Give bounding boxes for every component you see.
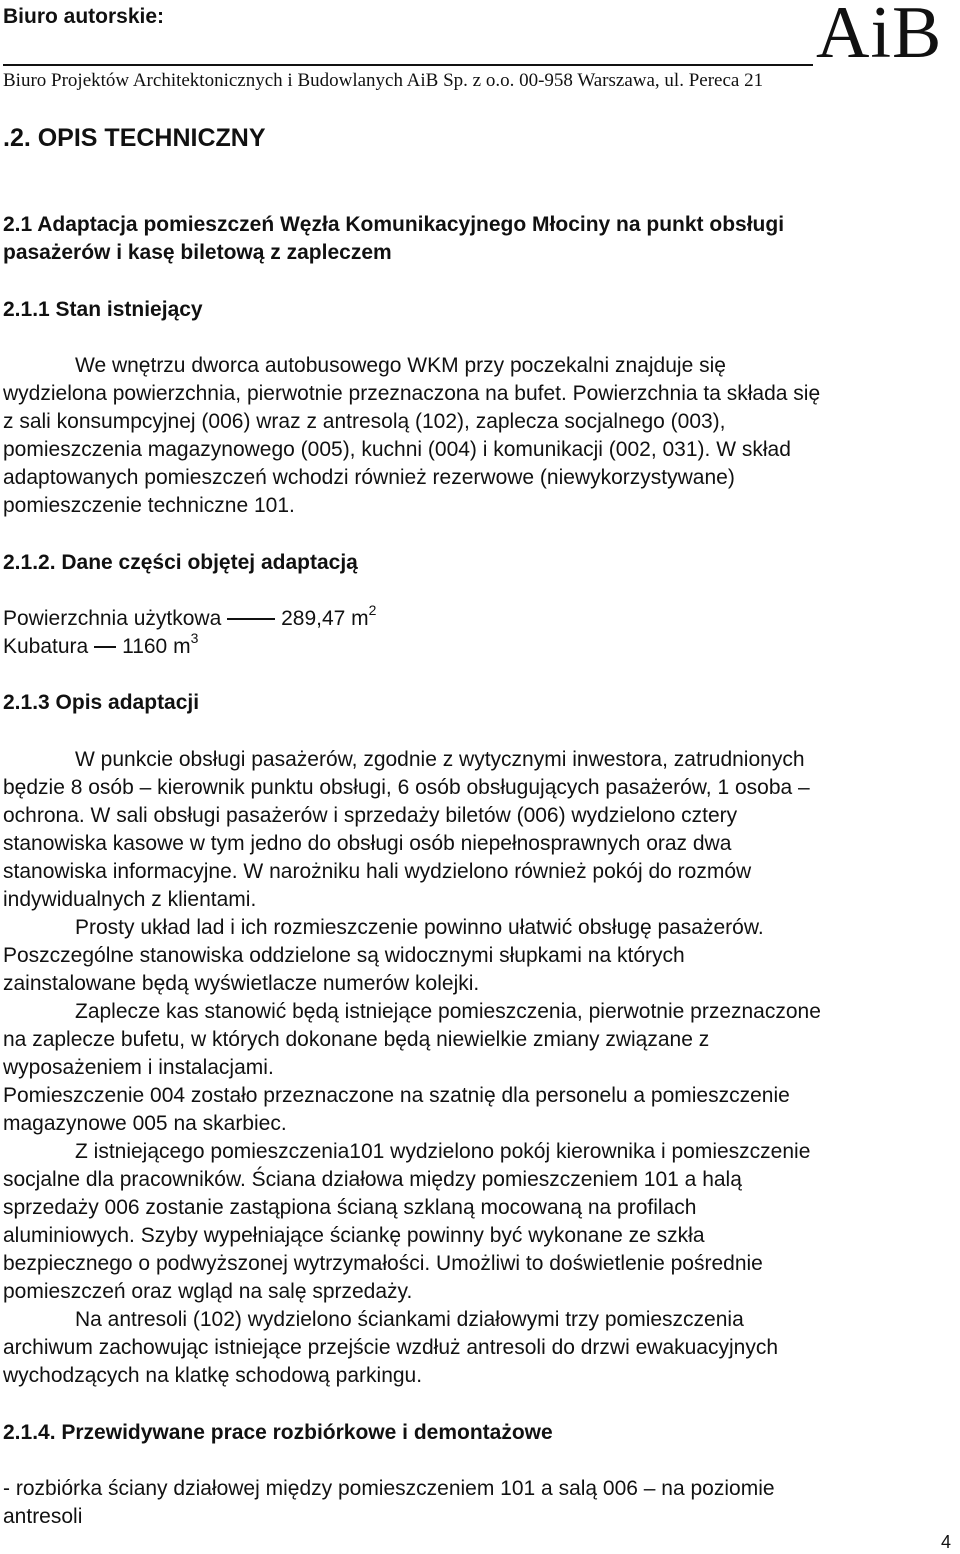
header-divider bbox=[3, 64, 813, 66]
area-exponent: 2 bbox=[368, 602, 377, 618]
document-header bbox=[0, 0, 960, 100]
paragraph-line: archiwum zachowując istniejące przejście wzdłuż antresoli do drzwi ewakuacyjnych bbox=[3, 1336, 779, 1359]
paragraph-line: wychodzących na klatkę schodową parkingu. bbox=[3, 1364, 423, 1387]
paragraph-line: na zaplecze bufetu, w których dokonane będą niewielkie zmiany związane z bbox=[3, 1028, 710, 1051]
paragraph-line: Zaplecze kas stanowić będą istniejące pomieszczenia, pierwotnie przeznaczone bbox=[75, 1000, 821, 1023]
paragraph-line: z sali konsumpcyjnej (006) wraz z antresolą (102), zaplecza socjalnego (003), bbox=[3, 410, 726, 433]
paragraph-line: Prosty układ lad i ich rozmieszczenie powinno ułatwić obsługę pasażerów. bbox=[75, 916, 764, 939]
list-item: antresoli bbox=[3, 1505, 83, 1528]
paragraph-line: Pomieszczenie 004 zostało przeznaczone na szatnię dla personelu a pomieszczenie bbox=[3, 1084, 790, 1107]
company-logo: AiB bbox=[816, 0, 943, 74]
paragraph-line: stanowiska informacyjne. W narożniku hali wydzielono również pokój do rozmów bbox=[3, 860, 752, 883]
paragraph-line: adaptowanych pomieszczeń wchodzi również rezerwowe (niewykorzystywane) bbox=[3, 466, 735, 489]
dash bbox=[94, 646, 116, 648]
paragraph-line: będzie 8 osób – kierownik punktu obsługi, 6 osób obsługujących pasażerów, 1 osoba – bbox=[3, 776, 810, 799]
paragraph-line: Z istniejącego pomieszczenia101 wydzielono pokój kierownika i pomieszczenie bbox=[75, 1140, 811, 1163]
volume-label: Kubatura bbox=[3, 635, 95, 658]
dash bbox=[227, 618, 275, 620]
paragraph-line: magazynowe 005 na skarbiec. bbox=[3, 1112, 287, 1135]
paragraph-line: socjalne dla pracowników. Ściana działowa między pomieszczeniem 101 a halą bbox=[3, 1168, 742, 1191]
section-2-1-4-title: 2.1.4. Przewidywane prace rozbiórkowe i demontażowe bbox=[3, 1421, 553, 1444]
usable-area-line bbox=[3, 602, 377, 633]
section-2-1-3-paragraph bbox=[3, 746, 948, 1390]
paragraph-line: wydzielona powierzchnia, pierwotnie przeznaczona na bufet. Powierzchnia ta składa się bbox=[3, 382, 821, 405]
section-2-1-3-title: 2.1.3 Opis adaptacji bbox=[3, 691, 200, 714]
header-subtitle: Biuro Projektów Architektonicznych i Budowlanych AiB Sp. z o.o. 00-958 Warszawa, ul. Pereca 21 bbox=[3, 70, 764, 91]
volume-exponent: 3 bbox=[190, 630, 199, 646]
main-heading: .2. OPIS TECHNICZNY bbox=[3, 124, 266, 152]
paragraph-line: bezpiecznego o podwyższonej wytrzymałości. Umożliwi to doświetlenie pośrednie bbox=[3, 1252, 763, 1275]
paragraph-line: indywidualnych z klientami. bbox=[3, 888, 257, 911]
page-number: 4 bbox=[940, 1532, 951, 1552]
paragraph-line: aluminiowych. Szyby wypełniające ściankę powinny być wykonane ze szkła bbox=[3, 1224, 705, 1247]
usable-area-value: 289,47 m bbox=[281, 607, 369, 630]
paragraph-line: stanowiska kasowe w tym jedno do obsługi osób niepełnosprawnych oraz dwa bbox=[3, 832, 732, 855]
header-label: Biuro autorskie: bbox=[3, 5, 165, 28]
section-2-1-title-line2: pasażerów i kasę biletową z zapleczem bbox=[3, 241, 392, 264]
paragraph-line: pomieszczenia magazynowego (005), kuchni (004) i komunikacji (002, 031). W skład bbox=[3, 438, 791, 461]
section-2-1-1-title: 2.1.1 Stan istniejący bbox=[3, 298, 203, 321]
section-2-1-title-line1: 2.1 Adaptacja pomieszczeń Węzła Komunikacyjnego Młociny na punkt obsługi bbox=[3, 213, 785, 236]
paragraph-line: zainstalowane będą wyświetlacze numerów kolejki. bbox=[3, 972, 480, 995]
paragraph-line: sprzedaży 006 zostanie zastąpiona ścianą szklaną mocowaną na profilach bbox=[3, 1196, 697, 1219]
section-2-1-4-list bbox=[3, 1475, 948, 1531]
paragraph-line: Poszczególne stanowiska oddzielone są widocznymi słupkami na których bbox=[3, 944, 685, 967]
volume-line bbox=[3, 630, 199, 661]
paragraph-line: pomieszczenie techniczne 101. bbox=[3, 494, 295, 517]
volume-value: 1160 m bbox=[122, 635, 191, 658]
paragraph-line: ochrona. W sali obsługi pasażerów i sprzedaży biletów (006) wydzielono cztery bbox=[3, 804, 738, 827]
usable-area-label: Powierzchnia użytkowa bbox=[3, 607, 228, 630]
paragraph-line: pomieszczeń oraz wgląd na salę sprzedaży. bbox=[3, 1280, 413, 1303]
list-item: - rozbiórka ściany działowej między pomieszczeniem 101 a salą 006 – na poziomie bbox=[3, 1477, 775, 1500]
paragraph-line: wyposażeniem i instalacjami. bbox=[3, 1056, 274, 1079]
section-2-1-1-paragraph bbox=[3, 352, 948, 520]
paragraph-line: We wnętrzu dworca autobusowego WKM przy poczekalni znajduje się bbox=[75, 354, 726, 377]
section-2-1-2-title: 2.1.2. Dane części objętej adaptacją bbox=[3, 551, 358, 574]
paragraph-line: W punkcie obsługi pasażerów, zgodnie z wytycznymi inwestora, zatrudnionych bbox=[75, 748, 805, 771]
paragraph-line: Na antresoli (102) wydzielono ściankami działowymi trzy pomieszczenia bbox=[75, 1308, 744, 1331]
